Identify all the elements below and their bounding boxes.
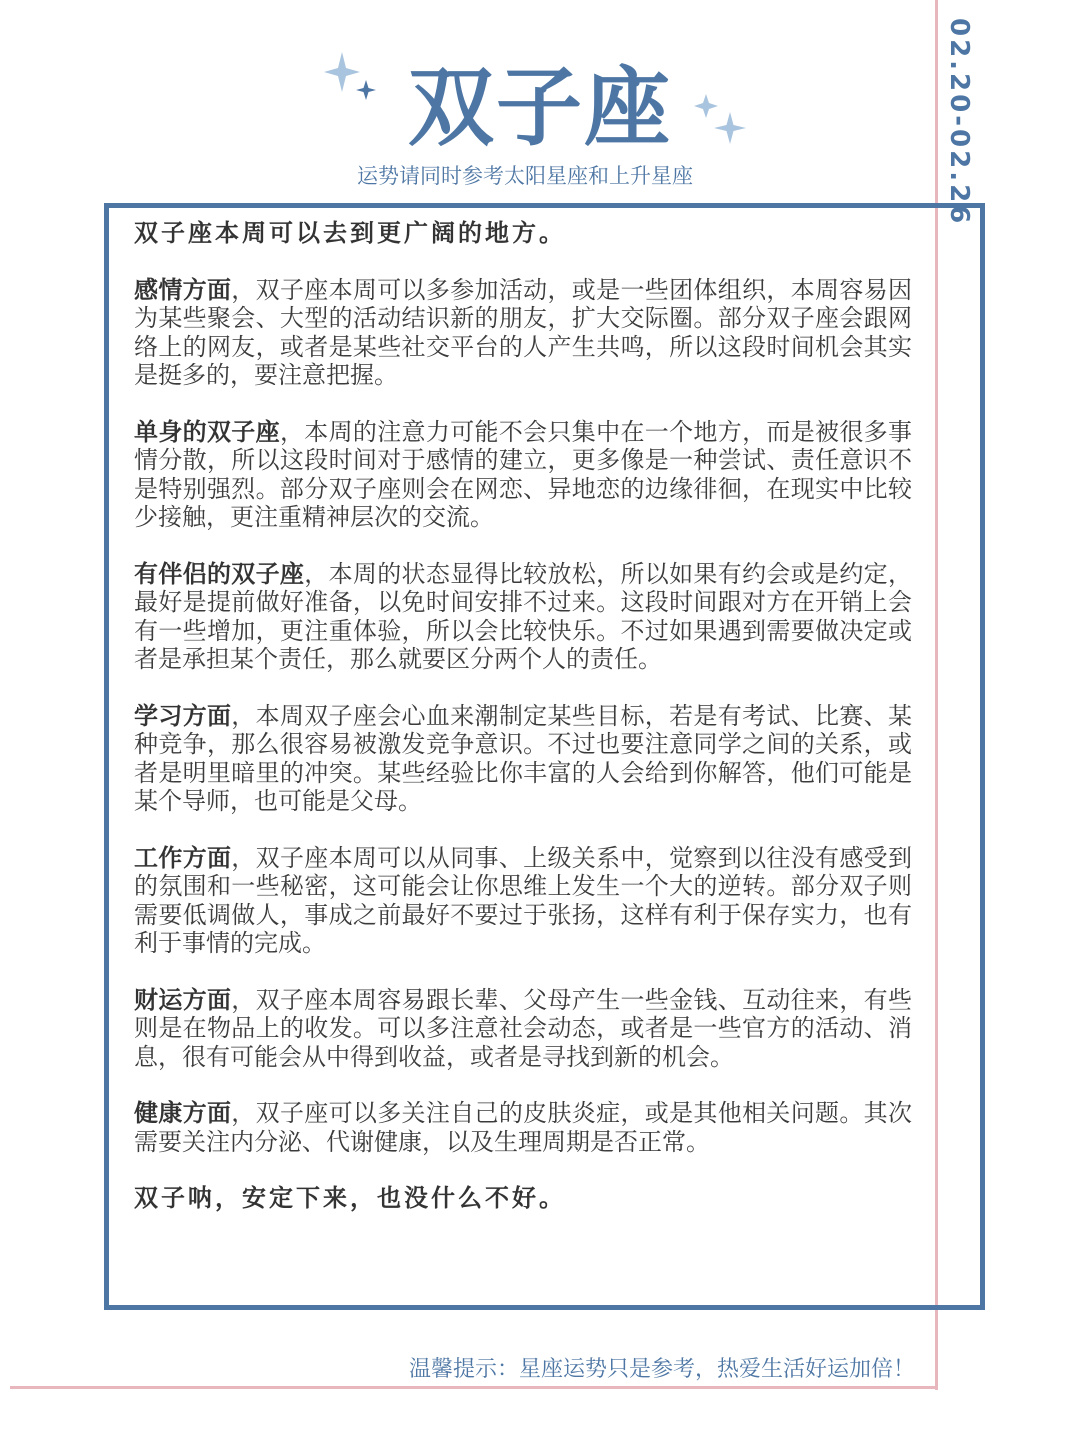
section-health <box>134 1099 912 1156</box>
section-single <box>134 418 912 532</box>
section-text: ，本周的注意力可能不会只集中在一个地方，而是被很多事情分散，所以这段时间对于感情的建立，更多像是一种尝试、责任意识不是特别强烈。部分双子座则会在网恋、异地恋的边缘徘徊，在现实中比较少接触，更注重精神层次的交流。 <box>134 417 913 531</box>
section-text: ，双子座本周可以多参加活动，或是一些团体组织，本周容易因为某些聚会、大型的活动结识新的朋友，扩大交际圈。部分双子座会跟网络上的网友，或者是某些社交平台的人产生共鸣，所以这段时间机会其实是挺多的，要注意把握。 <box>134 275 913 389</box>
section-wealth <box>134 986 912 1072</box>
section-love <box>134 276 912 390</box>
frame-line-horizontal <box>10 1386 938 1389</box>
sparkle-icon <box>692 92 752 152</box>
sparkle-icon <box>322 50 382 110</box>
section-text: ，本周的状态显得比较放松，所以如果有约会或是约定，最好是提前做好准备，以免时间安排不过来。这段时间跟对方在开销上会有一些增加，更注重体验，所以会比较快乐。不过如果遇到需要做决定或者是承担某个责任，那么就要区分两个人的责任。 <box>134 559 913 673</box>
section-text: ，本周双子座会心血来潮制定某些目标，若是有考试、比赛、某种竞争，那么很容易被激发竞争意识。不过也要注意同学之间的关系，或者是明里暗里的冲突。某些经验比你丰富的人会给到你解答，他们可能是某个导师，也可能是父母。 <box>134 701 913 815</box>
intro-line: 双子座本周可以去到更广阔的地方。 <box>134 219 566 247</box>
section-heading: 学习方面 <box>134 701 232 730</box>
section-partnered <box>134 560 912 674</box>
section-heading: 财运方面 <box>134 985 232 1014</box>
section-study <box>134 702 912 816</box>
subtitle: 运势请同时参考太阳星座和上升星座 <box>357 164 693 188</box>
section-heading: 工作方面 <box>134 843 232 872</box>
date-range: 02.20-02.26 <box>944 18 974 227</box>
section-heading: 健康方面 <box>134 1099 232 1127</box>
section-text: ，双子座本周可以从同事、上级关系中，觉察到以往没有感受到的氛围和一些秘密，这可能会让你思维上发生一个大的逆转。部分双子则需要低调做人，事成之前最好不要过于张扬，这样有利于保存实力，也有利于事情的完成。 <box>134 843 913 957</box>
section-work <box>134 844 912 958</box>
closing-line: 双子呐，安定下来，也没什么不好。 <box>134 1184 566 1212</box>
page-title: 双子座 <box>408 58 672 158</box>
section-heading: 有伴侣的双子座 <box>134 559 305 588</box>
section-text: ，双子座可以多关注自己的皮肤炎症，或是其他相关问题。其次需要关注内分泌、代谢健康，以及生理周期是否正常。 <box>134 1099 913 1156</box>
footer-tip: 温馨提示：星座运势只是参考，热爱生活好运加倍！ <box>408 1357 915 1382</box>
section-heading: 感情方面 <box>134 275 232 304</box>
horoscope-content <box>134 219 912 1241</box>
section-text: ，双子座本周容易跟长辈、父母产生一些金钱、互动往来，有些则是在物品上的收发。可以多注意社会动态，或者是一些官方的活动、消息，很有可能会从中得到收益，或者是寻找到新的机会。 <box>134 985 913 1071</box>
section-heading: 单身的双子座 <box>134 417 280 446</box>
